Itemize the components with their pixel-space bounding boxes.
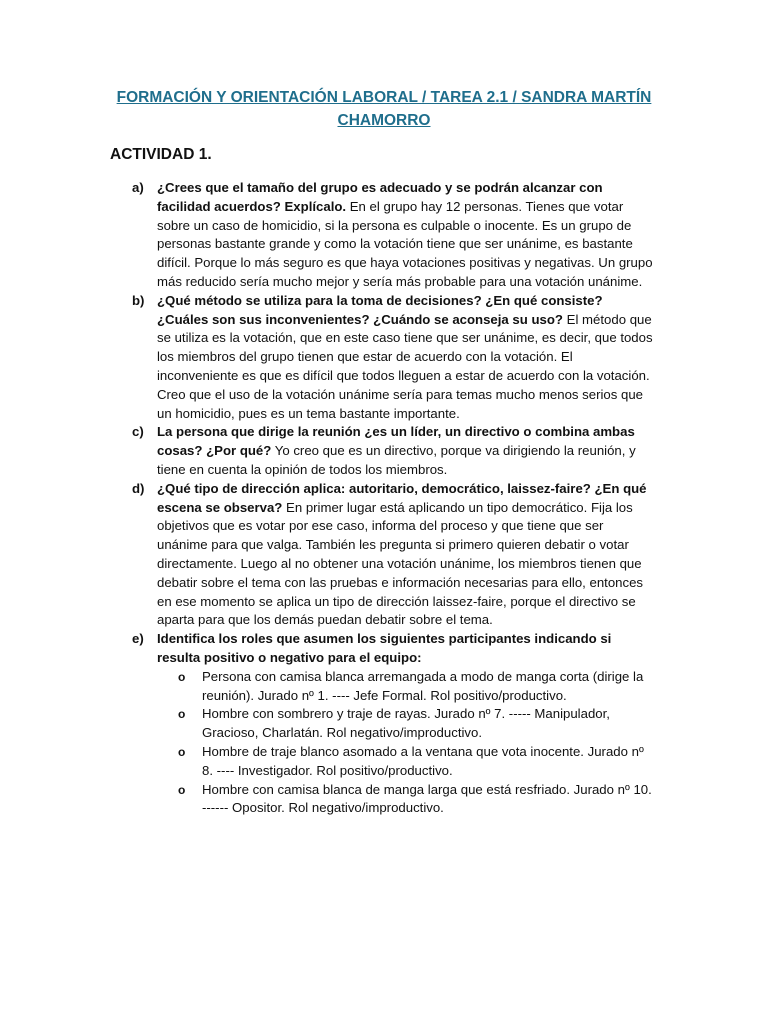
- page-title: FORMACIÓN Y ORIENTACIÓN LABORAL / TAREA 2.1 / SANDRA MARTÍN CHAMORRO: [116, 89, 652, 129]
- question-list: [0, 179, 768, 818]
- question-text: ¿Crees que el tamaño del grupo es adecuado y se podrán alcanzar con facilidad acuerdos? Explícalo.: [157, 180, 603, 214]
- list-item: [0, 630, 768, 668]
- item-marker: d): [132, 480, 145, 496]
- list-item: [0, 480, 768, 630]
- bullet-icon: o: [178, 707, 186, 722]
- bullet-icon: o: [178, 744, 186, 759]
- activity-heading: ACTIVIDAD 1.: [110, 146, 212, 163]
- question-text: Identifica los roles que asumen los siguientes participantes indicando si resulta positivo o negativo para el equipo:: [157, 631, 612, 665]
- answer-text: En el grupo hay 12 personas. Tienes que votar sobre un caso de homicidio, si la persona es culpable o inocente. Es un grupo de personas bastante grande y como la votación tiene que ser unánime, es bastante difícil. Porque lo más seguro es que haya votaciones positivas y negativas. Un grupo más reducido sería mucho mejor y sería más probable para una votación unánime.: [157, 198, 653, 289]
- item-marker: a): [132, 180, 144, 195]
- answer-text: El método que se utiliza es la votación, que en este caso tiene que ser unánime, es decir, que todos los miembros del grupo tienen que estar de acuerdo con la votación. El inconveniente es que es difícil que todos lleguen a estar de acuerdo con la votación. Creo que el uso de la votación unánime sería para temas mucho menos serios que un homicidio, pues es un tema bastante importante.: [157, 311, 653, 421]
- list-item: [0, 292, 768, 424]
- sublist-item: [0, 705, 768, 743]
- answer-text: Yo creo que es un directivo, porque va dirigiendo la reunión, y tiene en cuenta la opinión de todos los miembros.: [157, 443, 636, 477]
- bullet-icon: o: [178, 669, 186, 684]
- sublist-text: Persona con camisa blanca arremangada a modo de manga corta (dirige la reunión). Jurado nº 1. ---- Jefe Formal. Rol positivo/productivo.: [202, 668, 644, 703]
- list-item: [0, 423, 768, 479]
- sublist-text: Hombre con sombrero y traje de rayas. Jurado nº 7. ----- Manipulador, Gracioso, Charlatán. Rol negativo/improductivo.: [202, 706, 610, 741]
- sublist-item: [0, 743, 768, 781]
- roles-sublist: [0, 668, 768, 818]
- question-text: La persona que dirige la reunión ¿es un líder, un directivo o combina ambas cosas? ¿Por qué?: [157, 424, 635, 459]
- item-marker: b): [132, 292, 145, 308]
- list-item: [0, 179, 768, 292]
- item-marker: c): [132, 424, 144, 440]
- sublist-item: [0, 781, 768, 819]
- sublist-text: Hombre con camisa blanca de manga larga que está resfriado. Jurado nº 10. ------ Opositor. Rol negativo/improductivo.: [202, 781, 652, 816]
- item-marker: e): [132, 631, 144, 647]
- sublist-item: [0, 668, 768, 706]
- question-text: ¿Qué método se utiliza para la toma de decisiones? ¿En qué consiste? ¿Cuáles son sus inconvenientes? ¿Cuándo se aconseja su uso?: [157, 292, 603, 327]
- bullet-icon: o: [178, 782, 186, 797]
- question-text: ¿Qué tipo de dirección aplica: autoritario, democrático, laissez-faire? ¿En qué escena se observa?: [157, 480, 647, 515]
- answer-text: En primer lugar está aplicando un tipo democrático. Fija los objetivos que es votar por ese caso, informa del proceso y que tiene que ser unánime para que valga. También les pregunta si primero quieren debatir o votar directamente. Luego al no obtener una votación unánime, los miembros tienen que debatir sobre el tema con las pruebas e información necesarias para ello, entonces en ese momento se aplica un tipo de dirección laissez-faire, porque el directivo se aparta para que los demás puedan debatir sobre el tema.: [157, 499, 644, 628]
- sublist-text: Hombre de traje blanco asomado a la ventana que vota inocente. Jurado nº 8. ---- Investigador. Rol positivo/productivo.: [202, 743, 644, 778]
